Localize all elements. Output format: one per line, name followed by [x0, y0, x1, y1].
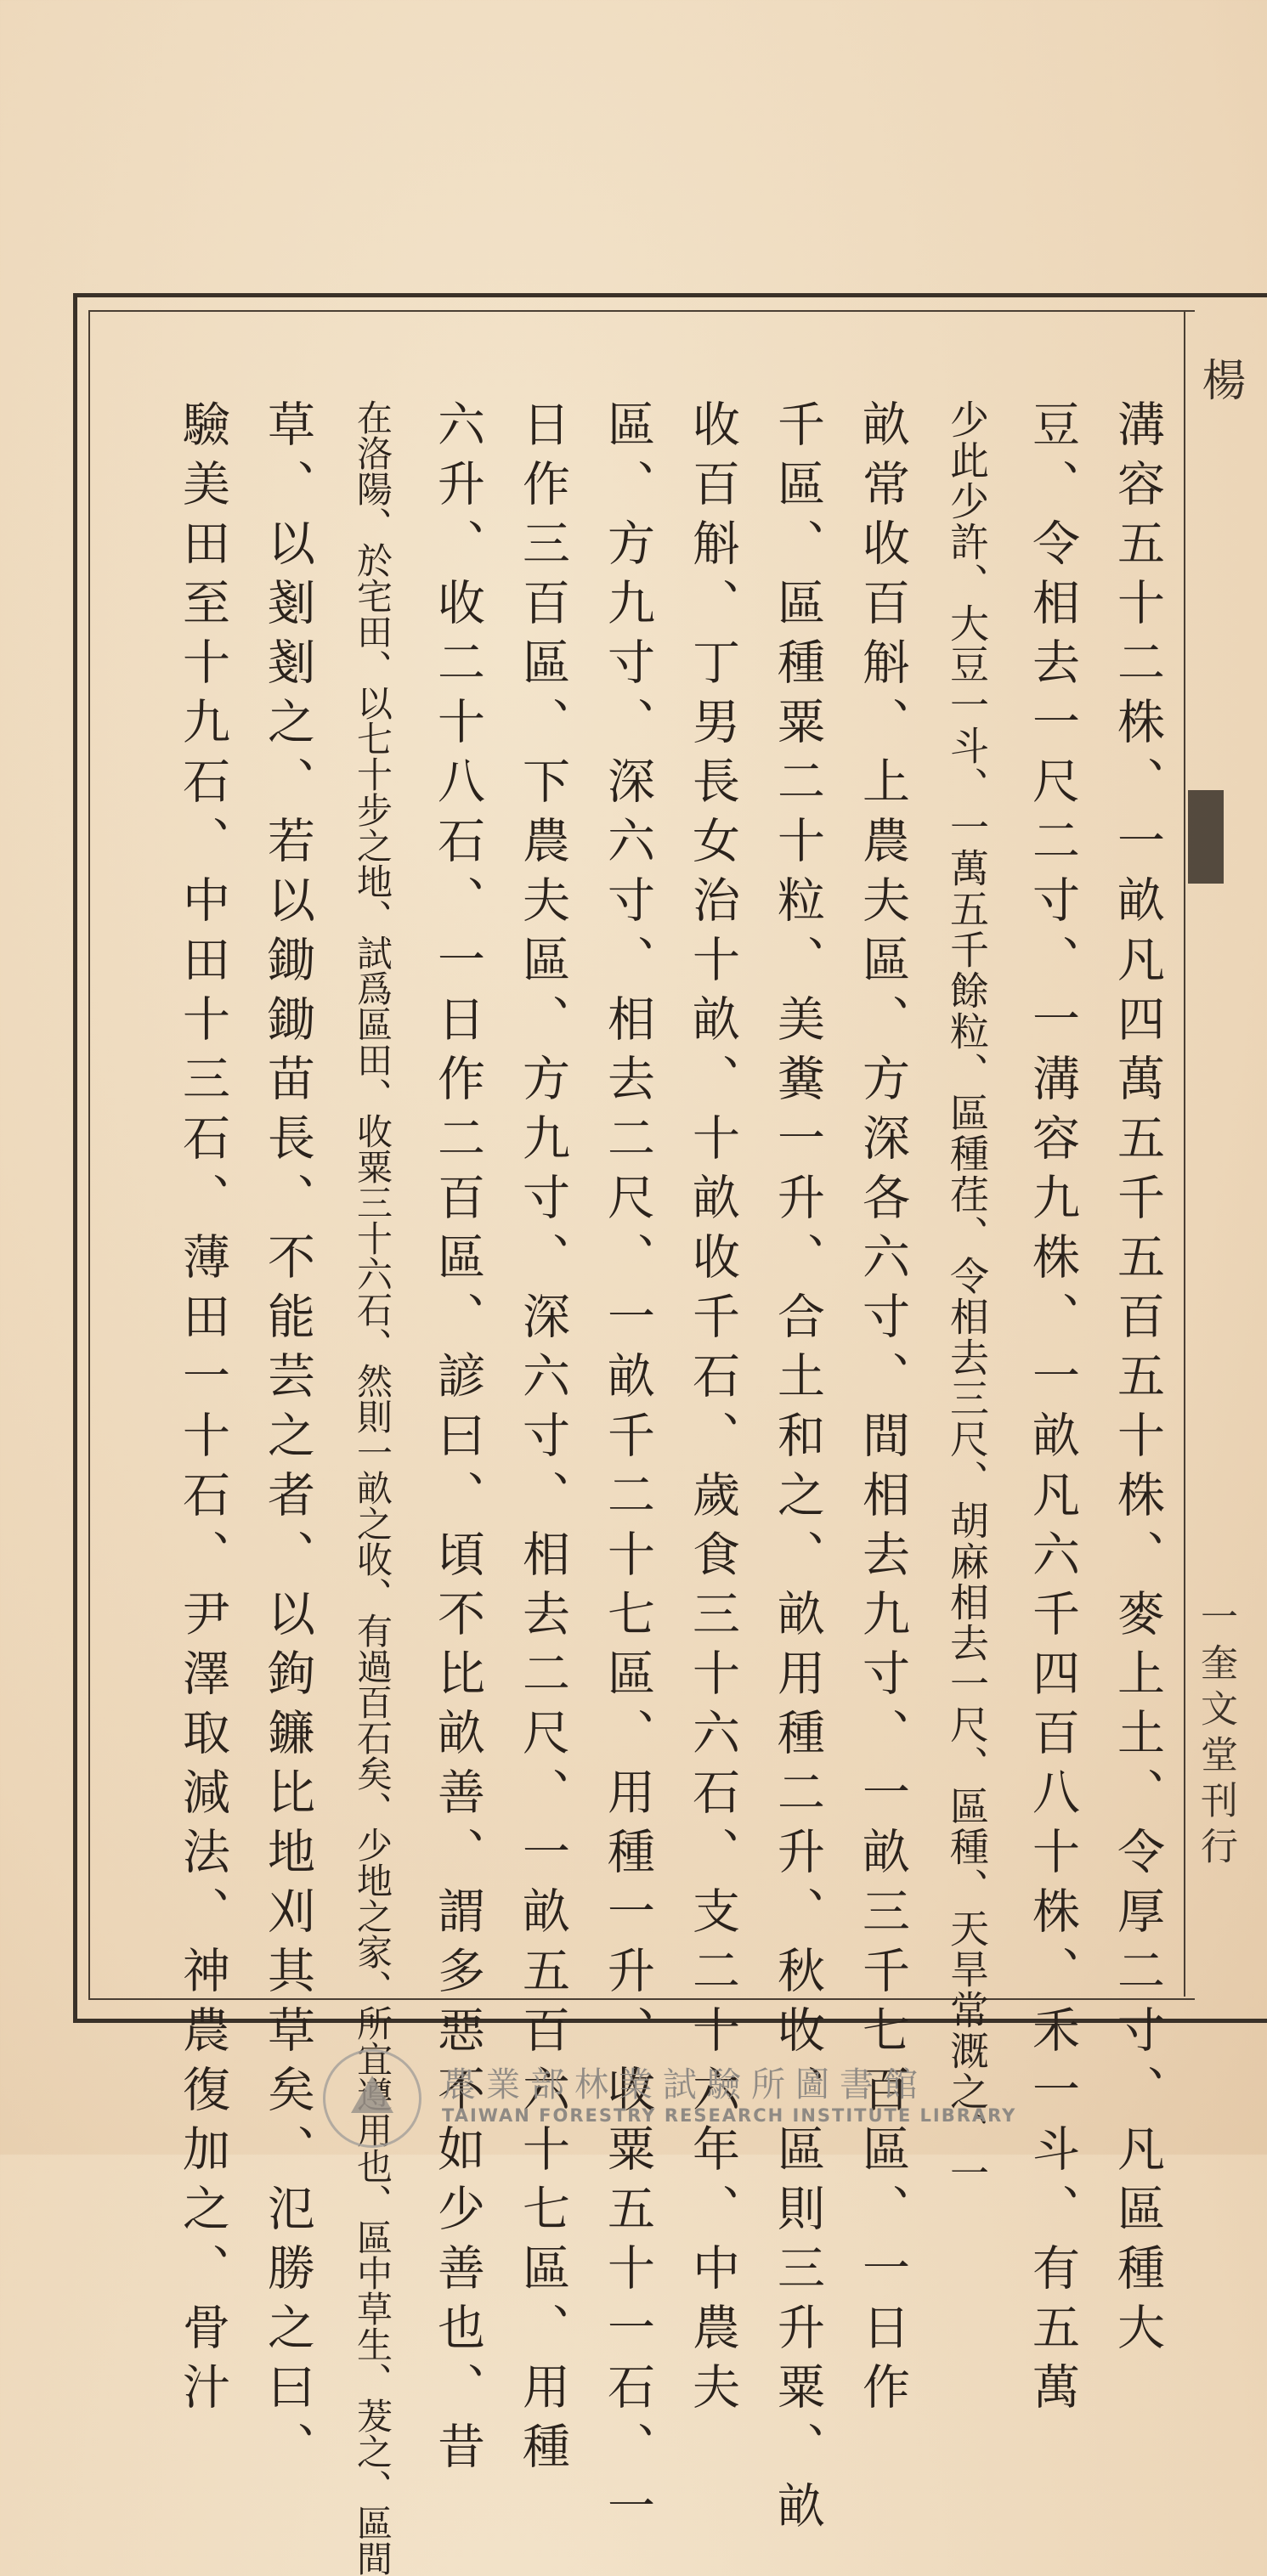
text-column-12: 驗美田至十九石、中田十三石、薄田一十石、尹澤取減法、神農復加之、骨汁 — [175, 399, 230, 2421]
library-name-cn: 農業部林業試驗所圖書館 — [442, 2065, 928, 2104]
text-column-7: 區、方九寸、深六寸、相去二尺、一畝千二十七區、用種一升、收粟五十一石、一 — [600, 399, 655, 2540]
text-column-10: 在洛陽、於宅田、以七十步之地、試爲區田、收粟三十六石、然則一畝之收、有過百石矣、少地之家、所宜遵用也、區中草生、茇之、區間 — [352, 399, 393, 2576]
text-column-9: 六升、收二十八石、一日作二百區、諺曰、頃不比畝善、謂多惡不如少善也、昔 — [430, 399, 485, 2481]
margin-publisher: 一奎文堂刊行 — [1194, 1597, 1237, 1873]
text-column-4: 畝常收百斛、上農夫區、方深各六寸、間相去九寸、一畝三千七百區、一日作 — [855, 399, 910, 2421]
margin-rule — [1184, 310, 1185, 1997]
library-seal-icon — [323, 2049, 421, 2148]
text-column-2: 豆、令相去一尺二寸、一溝容九株、一畝凡六千四百八十株、禾一斗、有五萬 — [1025, 399, 1080, 2421]
text-column-5: 千區、區種粟二十粒、美糞一升、合土和之、畝用種二升、秋收、區則三升粟、畝 — [770, 399, 825, 2540]
library-name-en: TAIWAN FORESTRY RESEARCH INSTITUTE LIBRARY — [442, 2105, 1017, 2126]
text-column-11: 草、以剗剗之、若以鋤鋤苗長、不能芸之者、以鉤鐮比地刈其草矣、氾勝之曰、 — [260, 399, 315, 2481]
text-column-1: 溝容五十二株、一畝凡四萬五千五百五十株、麥上土、令厚二寸、凡區種大 — [1110, 399, 1165, 2362]
fish-tail-mark — [1188, 790, 1224, 884]
text-column-3: 少此少許、大豆一斗、一萬五千餘粒、區種荏、令相去三尺、胡麻相去一尺、區種、天旱常溉之、一 — [944, 399, 990, 2194]
text-column-6: 收百斛、丁男長女治十畝、十畝收千石、歲食三十六石、支二十六年、中農夫 — [685, 399, 740, 2421]
text-column-8: 日作三百區、下農夫區、方九寸、深六寸、相去二尺、一畝五百六十七區、用種 — [515, 399, 570, 2481]
margin-title: 楊 — [1194, 357, 1245, 415]
